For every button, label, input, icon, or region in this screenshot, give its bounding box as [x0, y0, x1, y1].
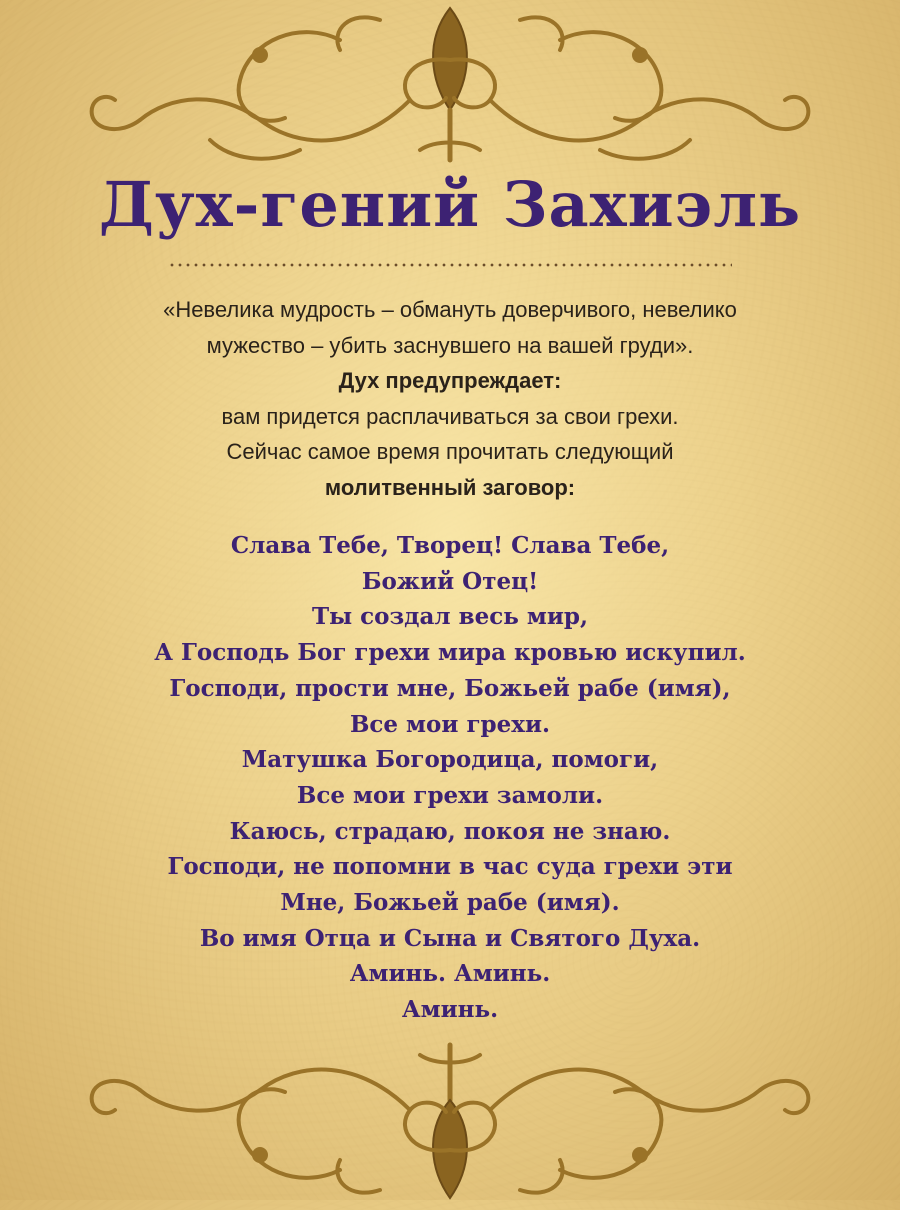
- intro-line-bold: молитвенный заговор:: [324, 474, 576, 500]
- prayer-line: Слава Тебе, Творец! Слава Тебе,: [230, 532, 670, 559]
- prayer-line: Во имя Отца и Сына и Святого Духа.: [199, 924, 701, 952]
- prayer-line: Божий Отец!: [361, 567, 539, 595]
- prayer-line: Матушка Богородица, помоги,: [241, 746, 659, 774]
- prayer-line: А Господь Бог грехи мира кровью искупил.: [154, 639, 746, 667]
- prayer-line: Мне, Божьей рабе (имя).: [280, 889, 620, 917]
- intro-line-bold: Дух предупреждает:: [338, 368, 562, 393]
- page-title: Дух-гений Захиэль: [98, 168, 802, 241]
- intro-text: [60, 292, 840, 505]
- intro-line: вам придется расплачиваться за свои грехи.: [221, 403, 679, 429]
- intro-line: «Невелика мудрость – обмануть доверчивого, невелико: [163, 297, 737, 322]
- dotted-divider: [168, 262, 732, 268]
- prayer-line: Все мои грехи.: [349, 710, 551, 738]
- top-ornament-icon: [0, 0, 900, 180]
- prayer-line: Ты создал весь мир,: [311, 603, 589, 631]
- prayer-line: Каюсь, страдаю, покоя не знаю.: [229, 817, 671, 845]
- prayer-line: Все мои грехи замоли.: [296, 781, 604, 809]
- prayer-line: Аминь.: [401, 996, 499, 1024]
- intro-line: мужество – убить заснувшего на вашей груди».: [206, 332, 694, 358]
- prayer-line: Аминь. Аминь.: [349, 960, 551, 988]
- intro-line: Сейчас самое время прочитать следующий: [226, 439, 674, 464]
- prayer-line: Господи, прости мне, Божьей рабе (имя),: [169, 674, 731, 702]
- prayer-line: Господи, не попомни в час суда грехи эти: [167, 853, 733, 881]
- bottom-ornament-icon: [0, 1030, 900, 1210]
- prayer-text: [60, 528, 840, 1028]
